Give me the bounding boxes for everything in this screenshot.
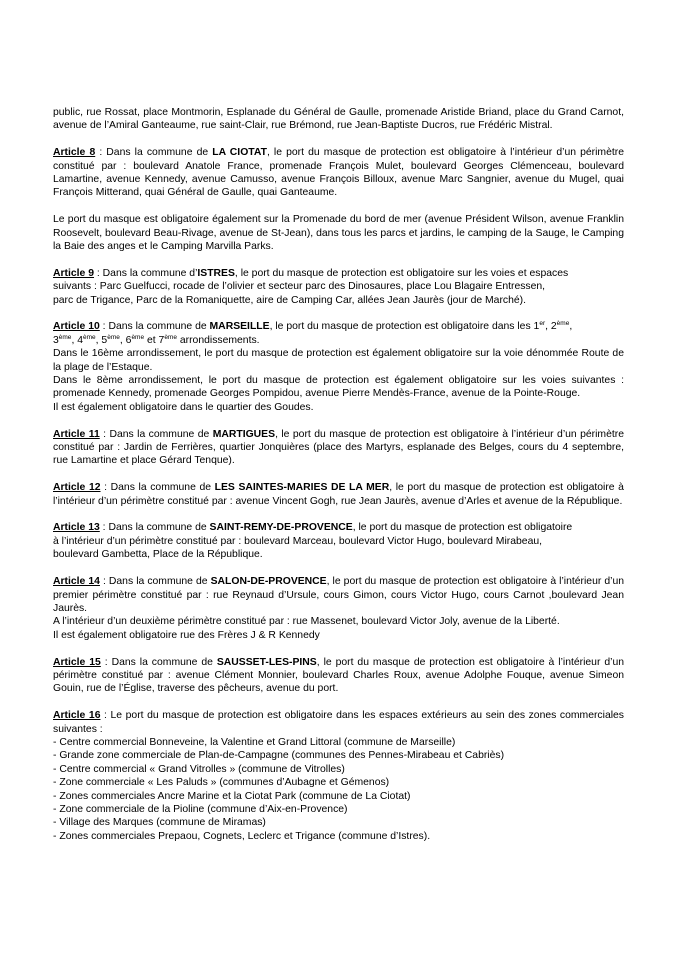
arrondissement-tail: arrondissements. (176, 334, 260, 346)
article-13-line-3: boulevard Gambetta, Place de la République. (53, 549, 263, 561)
ordinal-suffix: ème (131, 333, 145, 341)
article-11-city: MARTIGUES (212, 428, 276, 440)
list-item: - Village des Marques (commune de Miramas) (53, 817, 266, 829)
article-8-heading: Article 8 (53, 147, 96, 159)
article-15-text: , le port du masque de protection est obligatoire à l’intérieur d’un périmètre constitué par : avenue Clément Monnier, boulevard Charles Roux, avenue Adolphe Fouque, avenue Simeon Gouin, rue de l’Église, traverse des pêcheurs, avenue du port. (53, 656, 624, 695)
article-10-line-1 (53, 320, 624, 333)
article-11-heading: Article 11 (53, 428, 100, 440)
article-12-text: , le port du masque de protection est obligatoire à l’intérieur d’un périmètre constitué par : avenue Vincent Gogh, rue Jean Jaurès, avenue d’Arles et avenue de la République. (53, 482, 624, 507)
article-14-intro: : Dans la commune de (99, 576, 211, 588)
ordinal-suffix: er (539, 320, 546, 328)
article-8-city: LA CIOTAT (212, 147, 267, 159)
arrondissement-number: , 4 (71, 334, 83, 346)
arrondissement-number: , 5 (95, 334, 108, 346)
article-8-text: , le port du masque de protection est obligatoire à l’intérieur d’un périmètre constitué par : boulevard Anatole France, promenade François Mulet, boulevard Georges Clémenceau, boulevard Lamartine, avenue Kennedy, avenue Camusso, avenue François Billoux, avenue Marc Sangnier, avenue du Mugel, quai François Mitterand, quai Général de Gaulle, quai Ganteaume. (53, 147, 624, 199)
ordinal-suffix: ème (58, 333, 72, 341)
article-11-text: , le port du masque de protection est obligatoire à l’intérieur d’un périmètre constitué par : Jardin de Ferrières, quartier Jonquières (place des Martyrs, esplanade des Belges, cours du 4 septembre, rue Lamartine et place Gérard Tenque). (53, 428, 624, 467)
article-13 (53, 521, 624, 561)
article-14-city: SALON-DE-PROVENCE (210, 576, 327, 588)
list-item: - Zones commerciales Prepaou, Cognets, Leclerc et Trigance (commune d’Istres). (53, 830, 431, 842)
article-10-heading: Article 10 (53, 321, 100, 333)
article-9-intro: : Dans la commune d’ (94, 267, 198, 279)
commercial-zone-list (53, 736, 624, 843)
ordinal-suffix: ème (164, 333, 177, 341)
list-item: - Zone commerciale de la Pioline (commune d’Aix-en-Provence) (53, 803, 348, 815)
article-11 (53, 428, 624, 468)
article-12-intro: : Dans la commune de (100, 482, 215, 494)
arrondissement-number: , 6 (119, 334, 132, 346)
intro-continuation: public, rue Rossat, place Montmorin, Esplanade du Général de Gaulle, promenade Aristide Briand, place du Grand Carnot, avenue de l’Amiral Ganteaume, rue saint-Clair, rue Brémond, rue Jean-Baptiste Ducros, rue Frédéric Mistral. (53, 107, 624, 132)
list-item: - Centre commercial « Grand Vitrolles » (commune de Vitrolles) (53, 763, 345, 775)
arrondissement-number: , 2 (545, 321, 557, 333)
article-15 (53, 656, 624, 696)
article-12-heading: Article 12 (53, 482, 101, 494)
article-9-line-1-rest: , le port du masque de protection est obligatoire sur les voies et espaces (234, 267, 569, 279)
article-10-16eme: Dans le 16ème arrondissement, le port du masque de protection est également obligatoire sur la voie dénommée Route de la plage de l’Estaque. (53, 348, 624, 373)
article-13-intro: : Dans la commune de (99, 522, 210, 534)
article-9-line-1 (53, 267, 624, 280)
article-15-city: SAUSSET-LES-PINS (216, 656, 317, 668)
article-14-line-2: A l’intérieur d’un deuxième périmètre constitué par : rue Massenet, boulevard Victor Joly, avenue de la Liberté. (53, 616, 560, 628)
arrondissement-number: et 7 (144, 334, 165, 346)
article-10-intro: : Dans la commune de (99, 321, 210, 333)
article-15-heading: Article 15 (53, 656, 101, 668)
article-8-paragraph-2: Le port du masque est obligatoire également sur la Promenade du bord de mer (avenue Président Wilson, avenue Franklin Roosevelt, boulevard Beau-Rivage, avenue de St-Jean), dans tous les parcs et jardins, le camping de la Sauge, le Camping la Baie des anges et le Camping Marvilla Parks. (53, 214, 624, 253)
ordinal-suffix: ème (83, 333, 96, 341)
article-8-intro: : Dans la commune de (95, 147, 213, 159)
article-16-intro (53, 709, 624, 736)
article-16-heading: Article 16 (53, 710, 101, 722)
article-14-line-1 (53, 575, 624, 615)
article-12-city: LES SAINTES-MARIES DE LA MER (214, 482, 390, 494)
article-9-city: ISTRES (197, 267, 235, 279)
list-item: - Zone commerciale « Les Paluds » (communes d’Aubagne et Gémenos) (53, 777, 390, 789)
article-10 (53, 320, 624, 414)
ordinal-suffix: ème (107, 333, 120, 341)
ordinal-suffix: ème (556, 320, 570, 328)
article-16-text: : Le port du masque de protection est obligatoire dans les espaces extérieurs au sein des zones commerciales suivantes : (53, 710, 624, 735)
article-14-heading: Article 14 (53, 576, 100, 588)
document-page (53, 106, 624, 843)
article-14-line-3: Il est également obligatoire rue des Frères J & R Kennedy (53, 629, 320, 641)
article-16 (53, 709, 624, 843)
article-13-line-2: à l’intérieur d’un périmètre constitué par : boulevard Marceau, boulevard Victor Hugo, boulevard Mirabeau, (53, 535, 543, 547)
article-12 (53, 481, 624, 508)
article-13-heading: Article 13 (53, 522, 100, 534)
article-10-city: MARSEILLE (209, 321, 270, 333)
list-item: - Zones commerciales Ancre Marine et la Ciotat Park (commune de La Ciotat) (53, 790, 411, 802)
article-10-text: , le port du masque de protection est obligatoire dans les 1 (269, 321, 540, 333)
article-13-city: SAINT-REMY-DE-PROVENCE (209, 522, 353, 534)
article-9-line-2: suivants : Parc Guelfucci, rocade de l’olivier et secteur parc des Dinosaures, place Lou Blagaire Entressen, (53, 281, 546, 293)
article-8-paragraph (53, 146, 624, 200)
article-14 (53, 575, 624, 642)
article-15-intro: : Dans la commune de (100, 656, 217, 668)
article-11-intro: : Dans la commune de (99, 428, 213, 440)
article-9 (53, 267, 624, 307)
article-10-8eme: Dans le 8ème arrondissement, le port du masque de protection est également obligatoire sur les voies suivantes : promenade Kennedy, promenade Georges Pompidou, avenue Pierre Mendès-France, avenue de la Pointe-Rouge. (53, 375, 624, 400)
list-item: - Centre commercial Bonneveine, la Valentine et Grand Littoral (commune de Marseille) (53, 736, 456, 748)
article-10-goudes: Il est également obligatoire dans le quartier des Goudes. (53, 401, 314, 413)
article-9-heading: Article 9 (53, 267, 95, 279)
list-item: - Grande zone commerciale de Plan-de-Campagne (communes des Pennes-Mirabeau et Cabriès) (53, 750, 505, 762)
article-13-line-1 (53, 521, 624, 534)
arrondissement-number: 3 (53, 334, 59, 346)
article-10-line-2 (53, 334, 624, 347)
separator: , (569, 321, 573, 333)
article-8 (53, 146, 624, 253)
article-14-text: , le port du masque de protection est obligatoire à l’intérieur d’un premier périmètre constitué par : rue Reynaud d’Ursule, cours Gimon, cours Victor Hugo, cours Carnot ,boulevard Jean Jaurès. (53, 576, 624, 614)
article-13-line-1-rest: , le port du masque de protection est obligatoire (352, 522, 573, 534)
article-9-line-3: parc de Trigance, Parc de la Romaniquette, aire de Camping Car, allées Jean Jaurès (jour de Marché). (53, 294, 527, 306)
